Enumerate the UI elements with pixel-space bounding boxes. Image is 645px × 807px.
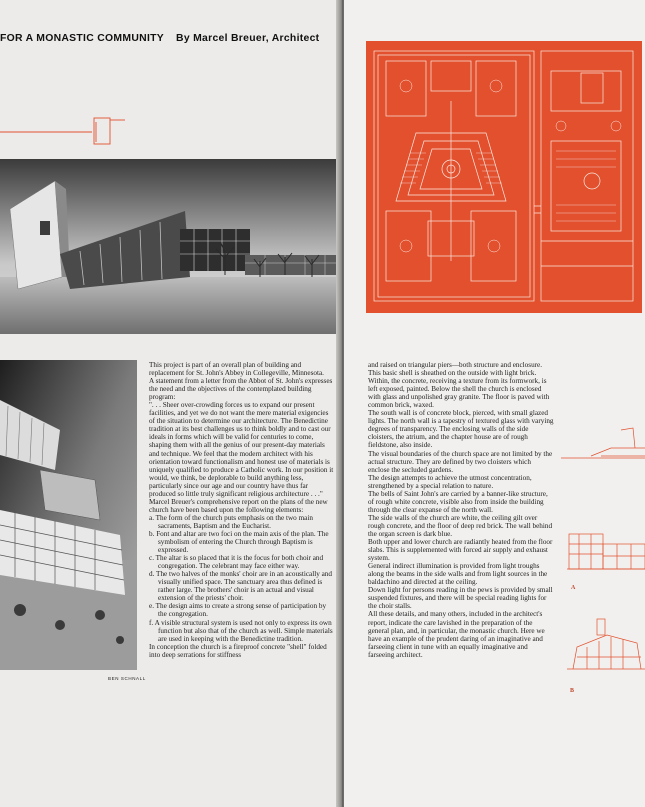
paragraph: The south wall is of concrete block, pierced, with small glazed lights. The north wall is a tapestry of textured glass with varying degrees of transparency. The enclosing walls of the side cloisters, the atrium, and the chapter house are of rough fieldstone, also inside.: [368, 409, 554, 450]
paragraph: Both upper and lower church are radiantly heated from the floor slabs. This is supplemented with forced air supply and exhaust system.: [368, 538, 553, 563]
paragraph: The design attempts to achieve the utmost concentration, strengthened by a special relation to nature.: [368, 473, 532, 490]
paragraph: General indirect illumination is provided from light troughs along the beams in the side walls and from light sources in the baldachino and directed at the ceiling.: [368, 562, 548, 587]
church-model-photo-image: [0, 159, 338, 334]
left-text-column: [149, 361, 335, 659]
article-byline: By Marcel Breuer, Architect: [176, 33, 320, 44]
paragraph: and raised on triangular piers—both structure and enclosure.: [368, 361, 543, 369]
paragraph: In conception the church is a fireproof concrete "shell" folded into deep serrations for stiffness: [149, 642, 327, 659]
list-item: b. Font and altar are two foci on the main axis of the plan. The symbolism of entering the Church through Baptism is expressed.: [149, 529, 329, 555]
right-page: [344, 0, 645, 807]
list-item: e. The design aims to create a strong sense of participation by the congregation.: [149, 602, 327, 619]
aerial-model-photo: [0, 360, 137, 670]
right-text-column: [368, 361, 554, 659]
elevation-drawing-bottom: [567, 617, 645, 687]
list-item: c. The altar is so placed that it is the focus for both choir and congregation. The celebrant may face either way.: [149, 554, 324, 571]
orange-line-diagram: [0, 108, 140, 150]
church-model-photo: [0, 159, 338, 334]
paragraph: A statement from a letter from the Abbot of St. John's expresses the need and the objectives of the contemplated building program:: [149, 377, 333, 402]
elevation-drawing-top: [561, 418, 645, 468]
paragraph: All these details, and many others, included in the architect's report, indicate the care lavished in the preparation of the general plan, and, in particular, the monastic church. Here we have an example of the prudent daring of an imaginative and farseeing client in tune with an equally imaginative and farseeing architect.: [368, 610, 545, 659]
site-plan-drawing: [366, 41, 642, 313]
photo-credit: BEN SCHNALL: [108, 676, 146, 681]
article-title-text: FOR A MONASTIC COMMUNITY: [0, 33, 165, 44]
paragraph: Marcel Breuer's comprehensive report on the plans of the new church have been based upon the following elements:: [149, 497, 328, 514]
list-item: d. The two halves of the monks' choir are in an acoustically and visually unified space. The sanctuary area thus defined is rather large. The brothers' choir is an actual and visual extension of the priests' choir.: [149, 570, 332, 603]
paragraph: The bells of Saint John's are carried by a banner-like structure, of rough white concrete, visible also from inside the building through the clear expanse of the north wall.: [368, 489, 548, 514]
site-plan-image: [366, 41, 642, 313]
elevation-drawing-middle: [567, 514, 645, 579]
aerial-model-photo-image: [0, 360, 137, 670]
article-title: [0, 33, 319, 44]
paragraph: ". . . Sheer over-crowding forces us to expand our present facilities, and yet we do not want the mere material exigencies of the situation to determine our architecture. The Benedictine tradition at its best challenges us to think boldly and to cast our ideals in forms which will be valid for centuries to come, shaping them with all the genius of our present-day materials and technique. We feel that the modern architect with his orientation toward functionalism and honest use of materials is uniquely qualified to produce a Catholic work. In our position it would, we think, be deplorable to build anything less, particularly since our age and our country have thus far produced so little truly significant religious architecture . . .": [149, 401, 334, 498]
elevation-label-a: A: [571, 585, 576, 591]
paragraph: The visual boundaries of the church space are not limited by the actual structure. They are defined by two cloisters which enclose the secluded gardens.: [368, 449, 553, 474]
paragraph: This basic shell is sheathed on the outside with light brick. Within, the concrete, receiving a texture from its formwork, is left exposed, painted. Below the shell the church is enclosed with glass and unpolished gray granite. The floor is paved with common brick, waxed.: [368, 369, 550, 410]
paragraph: Down light for persons reading in the pews is provided by small suspended fixtures, and there will be special reading lights for the choir stalls.: [368, 586, 553, 611]
elevation-label-b: B: [570, 688, 575, 694]
paragraph: The side walls of the church are white, the ceiling gilt over rough concrete, and the floor of deep red brick. The wall behind the organ screen is dark blue.: [368, 513, 553, 538]
list-item: a. The form of the church puts emphasis on the two main sacraments, Baptism and the Eucharist.: [149, 513, 313, 530]
paragraph: This project is part of an overall plan of building and replacement for St. John's Abbey in Collegeville, Minnesota.: [149, 361, 324, 378]
list-item: f. A visible structural system is used not only to express its own function but also that of the church as well. Simple materials are used in keeping with the Benedictine tradition.: [149, 618, 333, 643]
